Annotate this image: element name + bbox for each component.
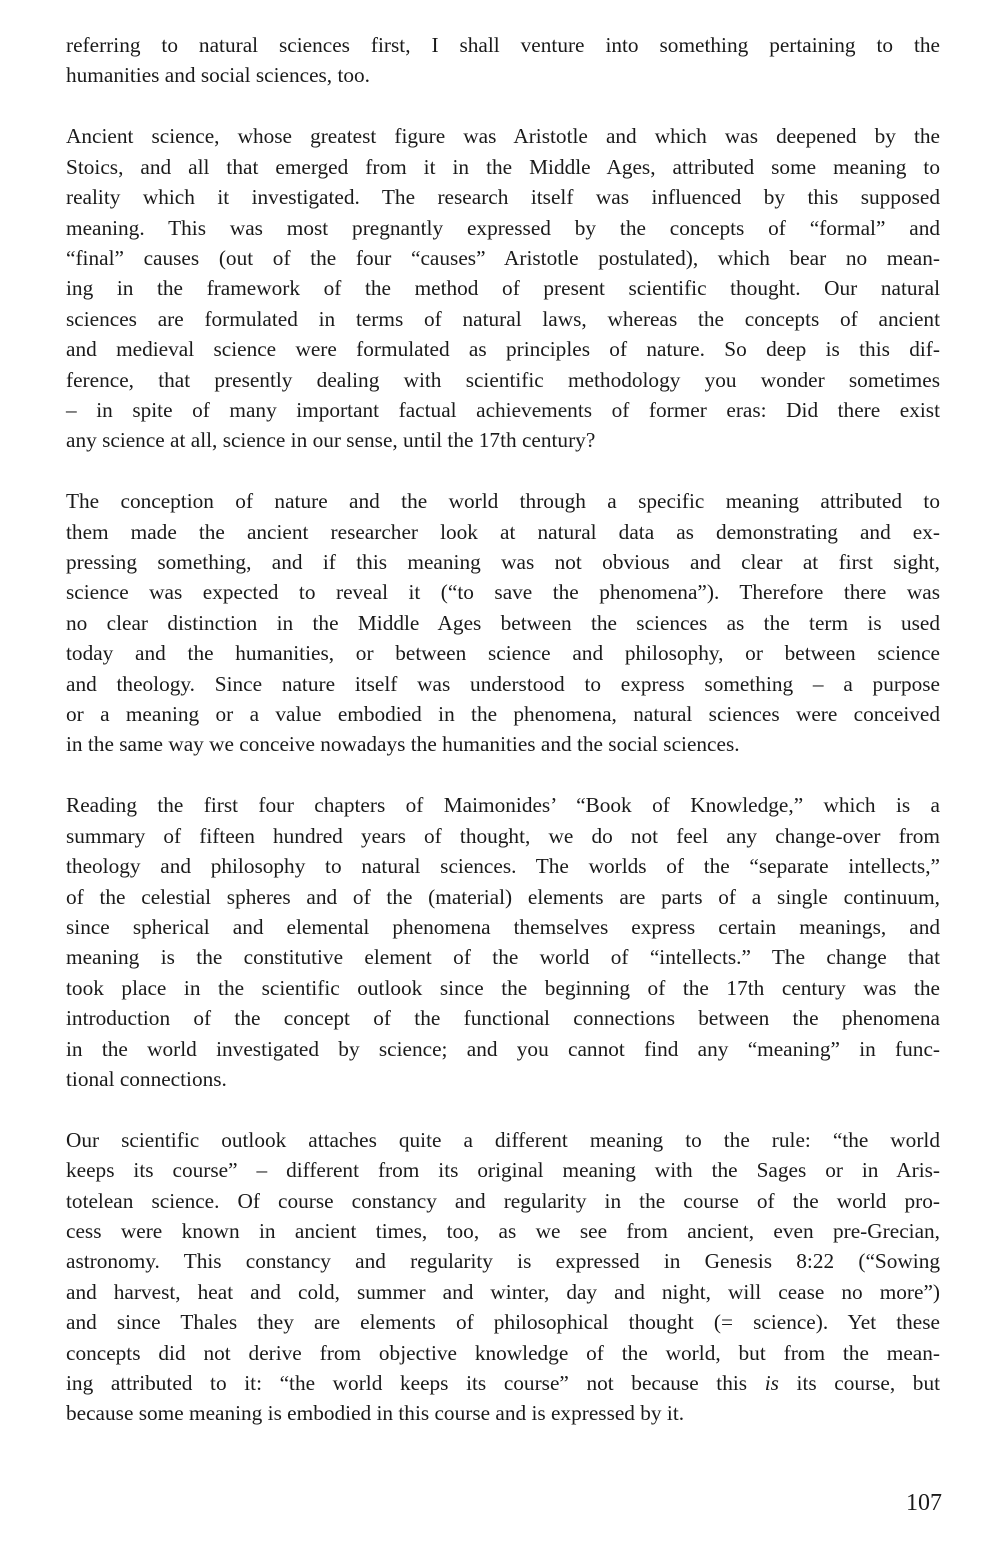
text-line: in the same way we conceive nowadays the humanities and the social sciences. <box>66 732 740 757</box>
text-line: ference, that presently dealing with scientific methodology you wonder sometimes <box>66 367 940 392</box>
text-line: astronomy. This constancy and regularity is expressed in Genesis 8:22 (“Sowing <box>66 1249 940 1274</box>
text-line: science was expected to reveal it (“to save the phenomena”). Therefore there was <box>66 580 940 605</box>
text-line: cess were known in ancient times, too, as we see from ancient, even pre-Grecian, <box>66 1219 940 1244</box>
text-line: reality which it investigated. The research itself was influenced by this supposed <box>66 185 940 210</box>
text-line: summary of fifteen hundred years of thought, we do not feel any change-over from <box>66 823 940 848</box>
text-line: of the celestial spheres and of the (material) elements are parts of a single continuum, <box>66 884 940 909</box>
text-line: or a meaning or a value embodied in the phenomena, natural sciences were conceived <box>66 702 940 726</box>
text-line: totelean science. Of course constancy and regularity in the course of the world pro- <box>66 1188 940 1213</box>
text-line: and theology. Since nature itself was understood to express something – a purpose <box>66 671 940 696</box>
text-line: because some meaning is embodied in this course and is expressed by it. <box>66 1401 685 1426</box>
text-line: no clear distinction in the Middle Ages between the sciences as the term is used <box>66 610 940 635</box>
text-line: Our scientific outlook attaches quite a different meaning to the rule: “the world <box>66 1127 940 1152</box>
text-line: meaning. This was most pregnantly expressed by the concepts of “formal” and <box>66 215 940 240</box>
text-line: keeps its course” – different from its original meaning with the Sages or in Aris- <box>66 1158 940 1183</box>
text-line: in the world investigated by science; and you cannot find any “meaning” in func- <box>66 1036 940 1061</box>
text-line: introduction of the concept of the functional connections between the phenomena <box>66 1006 940 1031</box>
paragraph <box>66 30 940 91</box>
text-line: and harvest, heat and cold, summer and winter, day and night, will cease no more”) <box>66 1279 940 1304</box>
text-line: ing in the framework of the method of present scientific thought. Our natural <box>66 276 940 301</box>
text-line: today and the humanities, or between science and philosophy, or between science <box>66 641 940 666</box>
text-line: The conception of nature and the world through a specific meaning attributed to <box>66 489 940 514</box>
paragraph <box>66 1125 940 1429</box>
text-line: meaning is the constitutive element of the world of “intellects.” The change that <box>66 945 940 970</box>
text-line: – in spite of many important factual achievements of former eras: Did there exist <box>66 397 940 422</box>
paragraph <box>66 790 940 1094</box>
text-line: Ancient science, whose greatest figure was Aristotle and which was deepened by the <box>66 124 940 149</box>
text-line: any science at all, science in our sense, until the 17th century? <box>66 428 596 453</box>
text-line: pressing something, and if this meaning was not obvious and clear at first sight, <box>66 550 940 575</box>
text-line: took place in the scientific outlook since the beginning of the 17th century was the <box>66 975 940 1000</box>
text-line: theology and philosophy to natural sciences. The worlds of the “separate intellects,” <box>66 854 940 879</box>
emphasis: is <box>764 1371 779 1395</box>
text-line: and since Thales they are elements of philosophical thought (= science). Yet these <box>66 1310 940 1335</box>
text-line: referring to natural sciences first, I shall venture into something pertaining to the <box>66 33 940 57</box>
page-number: 107 <box>906 1490 942 1516</box>
text-line: “final” causes (out of the four “causes” Aristotle postulated), which bear no mean- <box>66 245 940 270</box>
text-line: ing attributed to it: “the world keeps its course” not because this is its course, but <box>66 1371 941 1395</box>
text-line: since spherical and elemental phenomena themselves express certain meanings, and <box>66 914 940 939</box>
text-line: Stoics, and all that emerged from it in the Middle Ages, attributed some meaning to <box>66 154 940 179</box>
paragraph <box>66 121 940 455</box>
text-line: concepts did not derive from objective knowledge of the world, but from the mean- <box>66 1340 940 1365</box>
text-line: tional connections. <box>66 1066 227 1091</box>
text-line: Reading the first four chapters of Maimonides’ “Book of Knowledge,” which is a <box>66 793 940 818</box>
page-body <box>66 30 940 1459</box>
text-line: them made the ancient researcher look at natural data as demonstrating and ex- <box>66 519 940 544</box>
text-line: humanities and social sciences, too. <box>66 63 370 88</box>
paragraph <box>66 486 940 760</box>
text-line: and medieval science were formulated as principles of nature. So deep is this dif- <box>66 337 940 362</box>
text-line: sciences are formulated in terms of natural laws, whereas the concepts of ancient <box>66 306 940 331</box>
